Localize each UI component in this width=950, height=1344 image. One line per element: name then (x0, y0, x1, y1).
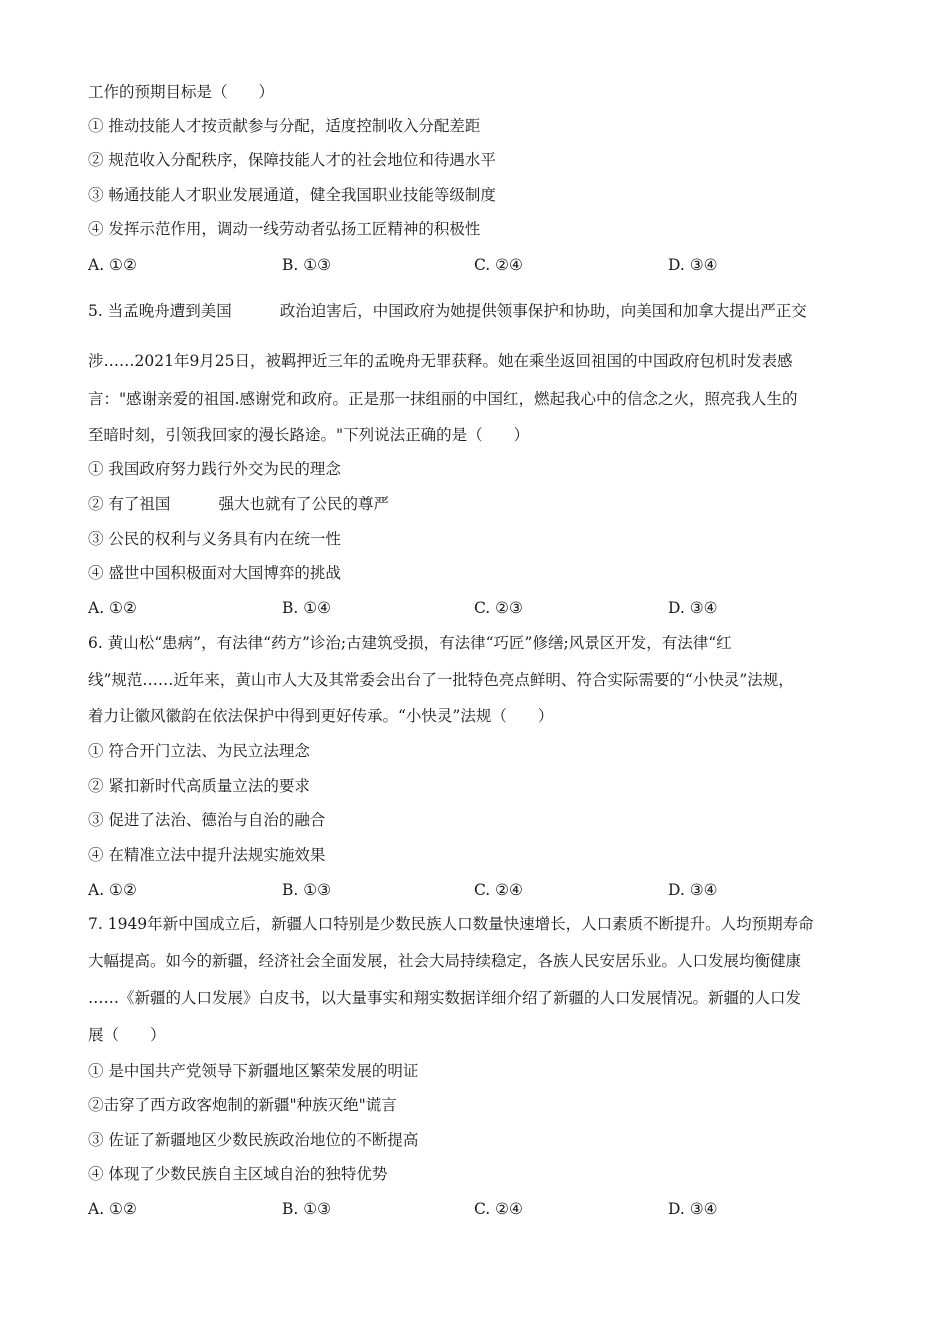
q6-item-3: ③ 促进了法治、德治与自治的融合 (88, 811, 326, 829)
q5-options (88, 598, 848, 618)
q4-item-2: ② 规范收入分配秩序，保障技能人才的社会地位和待遇水平 (88, 151, 496, 169)
q4-option-d[interactable]: D. ③④ (668, 256, 718, 274)
q5-item-3: ③ 公民的权利与义务具有内在统一性 (88, 530, 341, 548)
q6-stem-line-2: 线”规范……近年来，黄山市人大及其常委会出台了一批特色亮点鲜明、符合实际需要的“小快灵”法规， (88, 671, 794, 689)
q6-option-c[interactable]: C. ②④ (474, 881, 523, 899)
q7-item-2: ②击穿了西方政客炮制的新疆"种族灭绝"谎言 (88, 1096, 397, 1114)
q5-item-2 (88, 494, 389, 514)
q5-item-2-head: ② 有了祖国 (88, 495, 171, 513)
q7-item-1: ① 是中国共产党领导下新疆地区繁荣发展的明证 (88, 1062, 419, 1080)
q7-option-b[interactable]: B. ①③ (282, 1200, 332, 1218)
q5-stem-line-1 (88, 301, 807, 321)
q4-item-3: ③ 畅通技能人才职业发展通道，健全我国职业技能等级制度 (88, 186, 496, 204)
q6-options (88, 880, 848, 900)
q6-option-b[interactable]: B. ①③ (282, 881, 332, 899)
q5-item-4: ④ 盛世中国积极面对大国博弈的挑战 (88, 564, 341, 582)
q4-stem: 工作的预期目标是（ ） (88, 83, 275, 101)
q4-option-a[interactable]: A. ①② (88, 256, 137, 274)
q5-stem-1b: 政治迫害后，中国政府为她提供领事保护和协助，向美国和加拿大提出严正交 (279, 302, 807, 320)
q4-option-b[interactable]: B. ①③ (282, 256, 332, 274)
q5-stem-1a: 5. 当孟晚舟遭到美国 (88, 302, 232, 320)
q5-stem-line-3: 言："感谢亲爱的祖国.感谢党和政府。正是那一抹组丽的中国红，燃起我心中的信念之火，照亮我人生的 (88, 390, 798, 408)
q7-stem-line-3: ……《新疆的人口发展》白皮书，以大量事实和翔实数据详细介绍了新疆的人口发展情况。新疆的人口发 (88, 989, 802, 1007)
q5-item-1: ① 我国政府努力践行外交为民的理念 (88, 460, 341, 478)
q6-option-a[interactable]: A. ①② (88, 881, 137, 899)
q6-stem-line-1: 6. 黄山松“患病”，有法律“药方”诊治;古建筑受损，有法律“巧匠”修缮;风景区开发，有法律“红 (88, 634, 732, 652)
q5-option-b[interactable]: B. ①④ (282, 599, 332, 617)
q6-item-1: ① 符合开门立法、为民立法理念 (88, 742, 310, 760)
q4-item-1: ① 推动技能人才按贡献参与分配，适度控制收入分配差距 (88, 117, 481, 135)
q5-item-2-tail: 强大也就有了公民的尊严 (218, 495, 389, 513)
q6-option-d[interactable]: D. ③④ (668, 881, 718, 899)
q5-option-a[interactable]: A. ①② (88, 599, 137, 617)
q7-stem-line-4: 展（ ） (88, 1026, 166, 1044)
q7-item-4: ④ 体现了少数民族自主区域自治的独特优势 (88, 1165, 388, 1183)
q7-options (88, 1199, 848, 1219)
q5-stem-line-4: 至暗时刻，引领我回家的漫长路途。"下列说法正确的是（ ） (88, 426, 530, 444)
q6-item-4: ④ 在精准立法中提升法规实施效果 (88, 846, 326, 864)
q7-stem-line-2: 大幅提高。如今的新疆，经济社会全面发展，社会大局持续稳定，各族人民安居乐业。人口发展均衡健康 (88, 952, 802, 970)
q7-item-3: ③ 佐证了新疆地区少数民族政治地位的不断提高 (88, 1131, 419, 1149)
q7-option-c[interactable]: C. ②④ (474, 1200, 523, 1218)
q5-option-d[interactable]: D. ③④ (668, 599, 718, 617)
q5-option-c[interactable]: C. ②③ (474, 599, 523, 617)
q5-stem-line-2: 涉……2021年9月25日，被羁押近三年的孟晚舟无罪获释。她在乘坐返回祖国的中国政府包机时发表感 (88, 352, 793, 370)
q7-stem-line-1: 7. 1949年新中国成立后，新疆人口特别是少数民族人口数量快速增长，人口素质不断提升。人均预期寿命 (88, 915, 814, 933)
q4-options (88, 255, 848, 275)
q7-option-d[interactable]: D. ③④ (668, 1200, 718, 1218)
q4-option-c[interactable]: C. ②④ (474, 256, 523, 274)
q6-item-2: ② 紧扣新时代高质量立法的要求 (88, 777, 310, 795)
q6-stem-line-3: 着力让徽风徽韵在依法保护中得到更好传承。“小快灵”法规（ ） (88, 707, 554, 725)
q7-option-a[interactable]: A. ①② (88, 1200, 137, 1218)
q4-item-4: ④ 发挥示范作用，调动一线劳动者弘扬工匠精神的积极性 (88, 220, 481, 238)
